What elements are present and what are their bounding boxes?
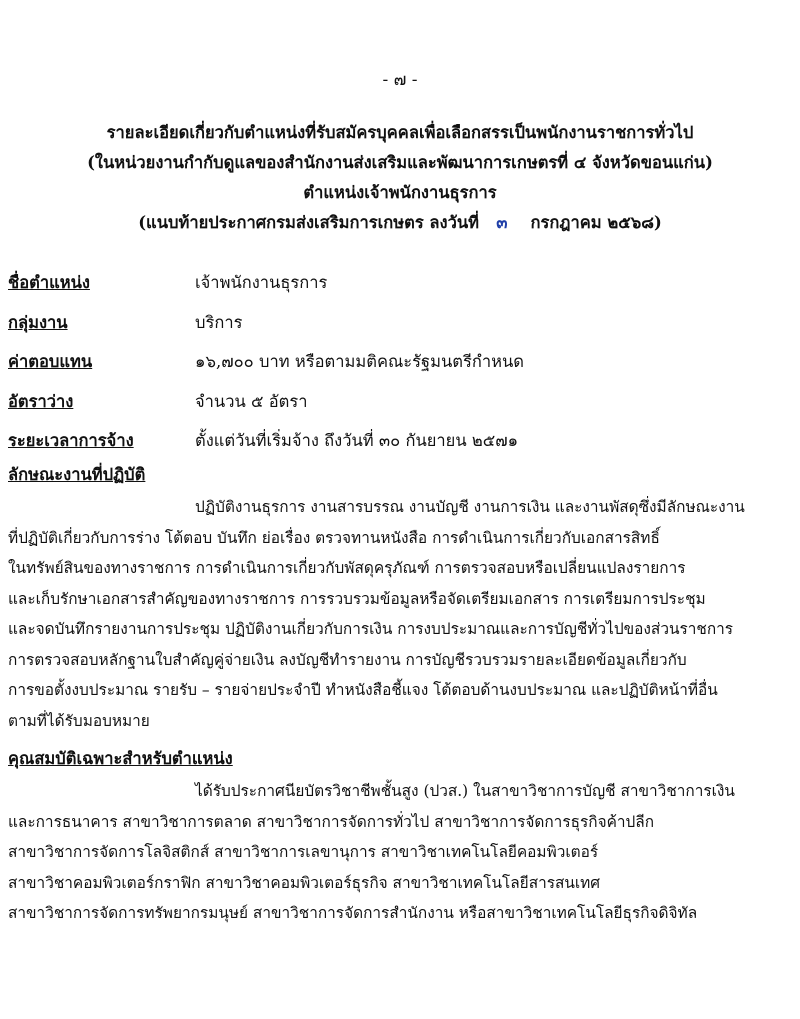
field-position-name	[8, 270, 788, 310]
duties-paragraph	[8, 492, 788, 736]
title-line-1: รายละเอียดเกี่ยวกับตำแหน่งที่รับสมัครบุคคลเพื่อเลือกสรรเป็นพนักงานราชการทั่วไป	[106, 123, 694, 142]
field-label: ชื่อตำแหน่ง	[8, 273, 90, 292]
field-label: ค่าตอบแทน	[8, 352, 93, 371]
paragraph-line: การขอตั้งงบประมาณ รายรับ – รายจ่ายประจำปี ทำหนังสือชี้แจง โต้ตอบด้านงบประมาณ และปฏิบัติหน้าที่อื่น	[8, 681, 718, 699]
paragraph-line: และการธนาคาร สาขาวิชาการตลาด สาขาวิชาการจัดการทั่วไป สาขาวิชาการจัดการธุรกิจค้าปลีก	[8, 812, 655, 831]
field-value: บริการ	[195, 312, 243, 332]
paragraph-line: ที่ปฏิบัติเกี่ยวกับการร่าง โต้ตอบ บันทึก ย่อเรื่อง ตรวจทานหนังสือ การดำเนินการเกี่ยวกับเอกสารสิทธิ์	[8, 528, 660, 547]
qualifications-heading: คุณสมบัติเฉพาะสำหรับตำแหน่ง	[8, 749, 233, 768]
paragraph-line: และเก็บรักษาเอกสารสำคัญของทางราชการ การรวบรวมข้อมูลหรือจัดเตรียมเอกสาร การเตรียมการประชุม	[8, 589, 706, 608]
title-line-3: ตำแหน่งเจ้าพนักงานธุรการ	[303, 183, 497, 202]
field-value: จำนวน ๕ อัตรา	[195, 391, 308, 411]
document-title	[20, 118, 780, 238]
title-line-2: (ในหน่วยงานกำกับดูแลของสำนักงานส่งเสริมและพัฒนาการเกษตรที่ ๔ จังหวัดขอนแก่น)	[87, 153, 713, 172]
paragraph-line: และจดบันทึกรายงานการประชุม ปฏิบัติงานเกี่ยวกับการเงิน การงบประมาณและการบัญชีทั่วไปของส่วนราชการ	[8, 620, 734, 638]
qualifications-paragraph	[8, 776, 788, 929]
paragraph-line: สาขาวิชาการจัดการทรัพยากรมนุษย์ สาขาวิชาการจัดการสำนักงาน หรือสาขาวิชาเทคโนโลยีธุรกิจดิจิทัล	[8, 904, 698, 922]
field-compensation	[8, 349, 788, 389]
paragraph-line: ในทรัพย์สินของทางราชการ การดำเนินการเกี่ยวกับพัสดุครุภัณฑ์ การตรวจสอบหรือเปลี่ยนแปลงรายการ	[8, 559, 686, 577]
title-line-4	[20, 208, 780, 238]
field-label: ระยะเวลาการจ้าง	[8, 431, 134, 450]
duties-heading: ลักษณะงานที่ปฏิบัติ	[8, 465, 146, 484]
field-vacancies	[8, 389, 788, 429]
announcement-suffix: กรกฎาคม ๒๕๖๘)	[530, 213, 662, 232]
field-value: ๑๖,๗๐๐ บาท หรือตามมติคณะรัฐมนตรีกำหนด	[195, 352, 524, 371]
field-label: อัตราว่าง	[8, 391, 74, 411]
field-value: เจ้าพนักงานธุรการ	[195, 273, 328, 292]
announcement-day: ๓	[496, 213, 508, 232]
field-value: ตั้งแต่วันที่เริ่มจ้าง ถึงวันที่ ๓๐ กันยายน ๒๕๗๑	[195, 431, 519, 450]
paragraph-line: ได้รับประกาศนียบัตรวิชาชีพชั้นสูง (ปวส.) ในสาขาวิชาการบัญชี สาขาวิชาการเงิน	[195, 782, 735, 800]
paragraph-line: ปฏิบัติงานธุรการ งานสารบรรณ งานบัญชี งานการเงิน และงานพัสดุซึ่งมีลักษณะงาน	[195, 498, 745, 516]
paragraph-line: การตรวจสอบหลักฐานใบสำคัญคู่จ่ายเงิน ลงบัญชีทำรายงาน การบัญชีรวบรวมรายละเอียดข้อมูลเกี่ยวกับ	[8, 650, 687, 669]
position-fields	[8, 270, 788, 468]
paragraph-line: สาขาวิชาการจัดการโลจิสติกส์ สาขาวิชาการเลขานุการ สาขาวิชาเทคโนโลยีคอมพิวเตอร์	[8, 843, 599, 861]
field-label: กลุ่มงาน	[8, 312, 68, 332]
page-number: - ๗ -	[382, 70, 418, 90]
paragraph-line: ตามที่ได้รับมอบหมาย	[8, 711, 150, 730]
announcement-prefix: (แนบท้ายประกาศกรมส่งเสริมการเกษตร ลงวันที่	[138, 213, 480, 232]
field-work-group	[8, 310, 788, 350]
paragraph-line: สาขาวิชาคอมพิวเตอร์กราฟิก สาขาวิชาคอมพิวเตอร์ธุรกิจ สาขาวิชาเทคโนโลยีสารสนเทศ	[8, 873, 601, 892]
